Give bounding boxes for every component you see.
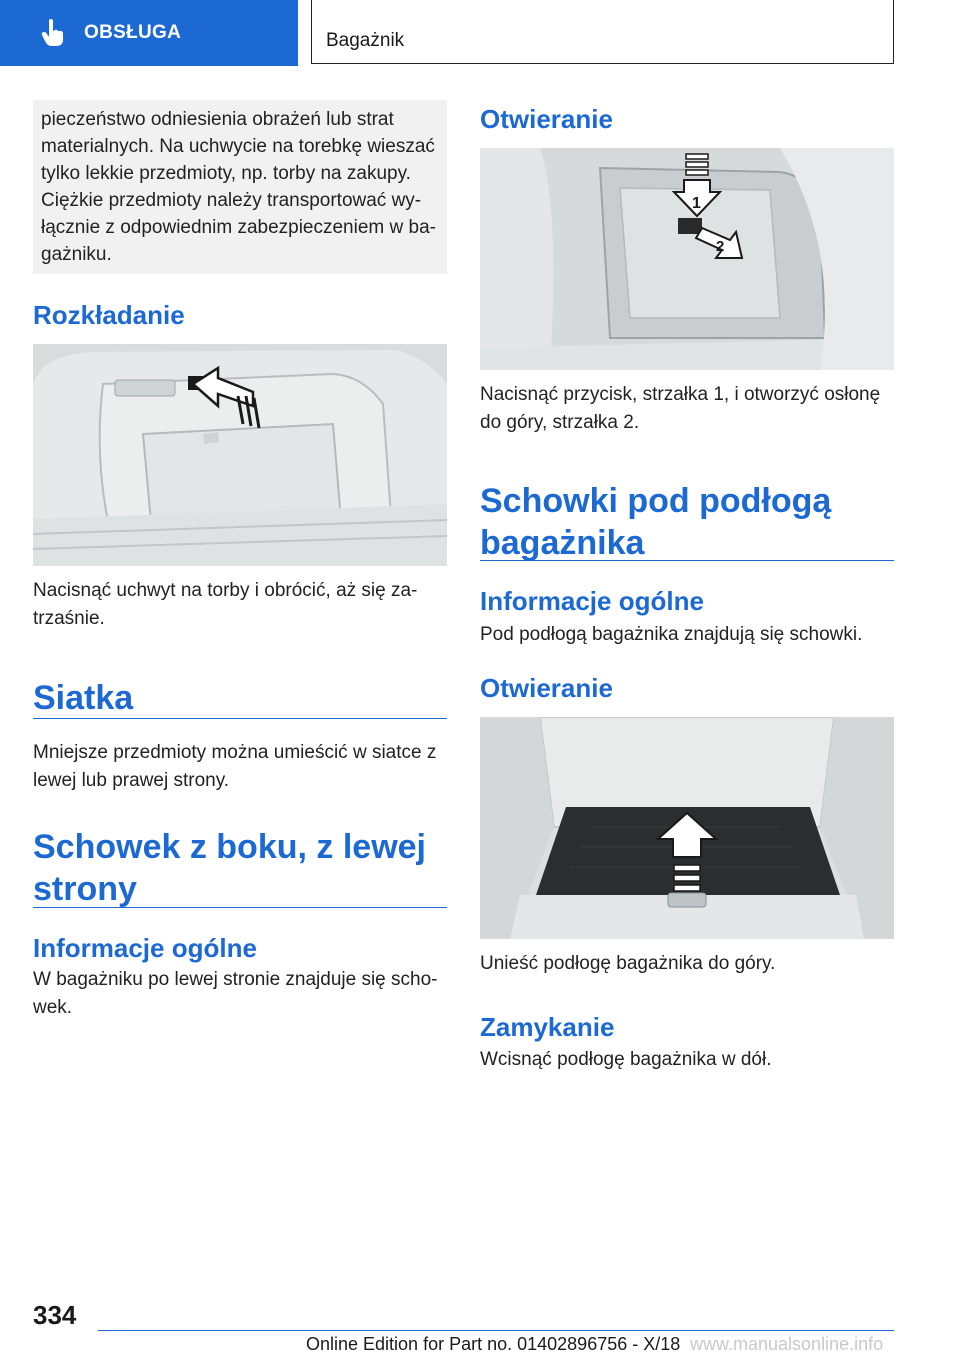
heading-zamykanie: Zamykanie [480,1012,615,1042]
edition-text: Online Edition for Part no. 01402896756 - X/18 [306,1334,681,1354]
heading-rule [33,718,447,719]
watermark-text: www.manualsonline.info [690,1334,884,1354]
caption-otwieranie: Nacisnąć przycisk, strzałka 1, i otworzyć osłonę do góry, strzałka 2. [480,384,881,433]
heading-otwieranie-2: Otwieranie [480,673,613,703]
text-info-right: Pod podłogą bagażnika znajdują się schowki. [480,624,863,645]
heading-rozkladanie: Rozkładanie [33,300,185,330]
heading-schowki: Schowki pod podłogą bagażnika [480,482,832,562]
figure-side-compartment [480,148,894,370]
figure-label-2: 2 [716,238,725,255]
text-siatka: Mniejsze przedmioty można umieścić w siatce z lewej lub prawej strony. [33,742,437,791]
warning-text: pieczeństwo odniesienia obrażeń lub strat materialnych. Na uchwycie na torebkę wieszać tylko lekkie przedmioty, np. torby na zakupy. Ciężkie przedmioty należy transportować wy-łącznie z odpowiednim zabezpieczeniem w ba-gażniku. [41,109,436,265]
caption-rozkladanie: Nacisnąć uchwyt na torby i obrócić, aż się za-trzaśnie. [33,580,418,629]
hand-pointer-icon [40,18,66,48]
caption-otwieranie-2: Unieść podłogę bagażnika do góry. [480,953,776,974]
page-number: 334 [33,1300,77,1330]
heading-siatka: Siatka [33,679,134,717]
figure-bag-hook [33,344,447,566]
heading-info-left: Informacje ogólne [33,933,257,963]
heading-otwieranie: Otwieranie [480,104,613,134]
chapter-tab[interactable] [311,0,894,64]
page-header [0,0,960,66]
chapter-title: Bagażnik [326,30,405,51]
section-label: OBSŁUGA [84,22,182,43]
heading-rule [33,907,447,908]
heading-rule [480,560,894,561]
footer-rule [98,1330,894,1331]
figure-trunk-floor [480,717,894,939]
heading-schowek: Schowek z boku, z lewej strony [33,828,426,908]
figure-label-1: 1 [692,195,701,212]
text-info-left: W bagażniku po lewej stronie znajduje się scho-wek. [33,969,438,1018]
text-zamykanie: Wcisnąć podłogę bagażnika w dół. [480,1049,772,1070]
section-tab-service[interactable] [0,0,298,66]
heading-info-right: Informacje ogólne [480,586,704,616]
warning-box [33,100,447,274]
